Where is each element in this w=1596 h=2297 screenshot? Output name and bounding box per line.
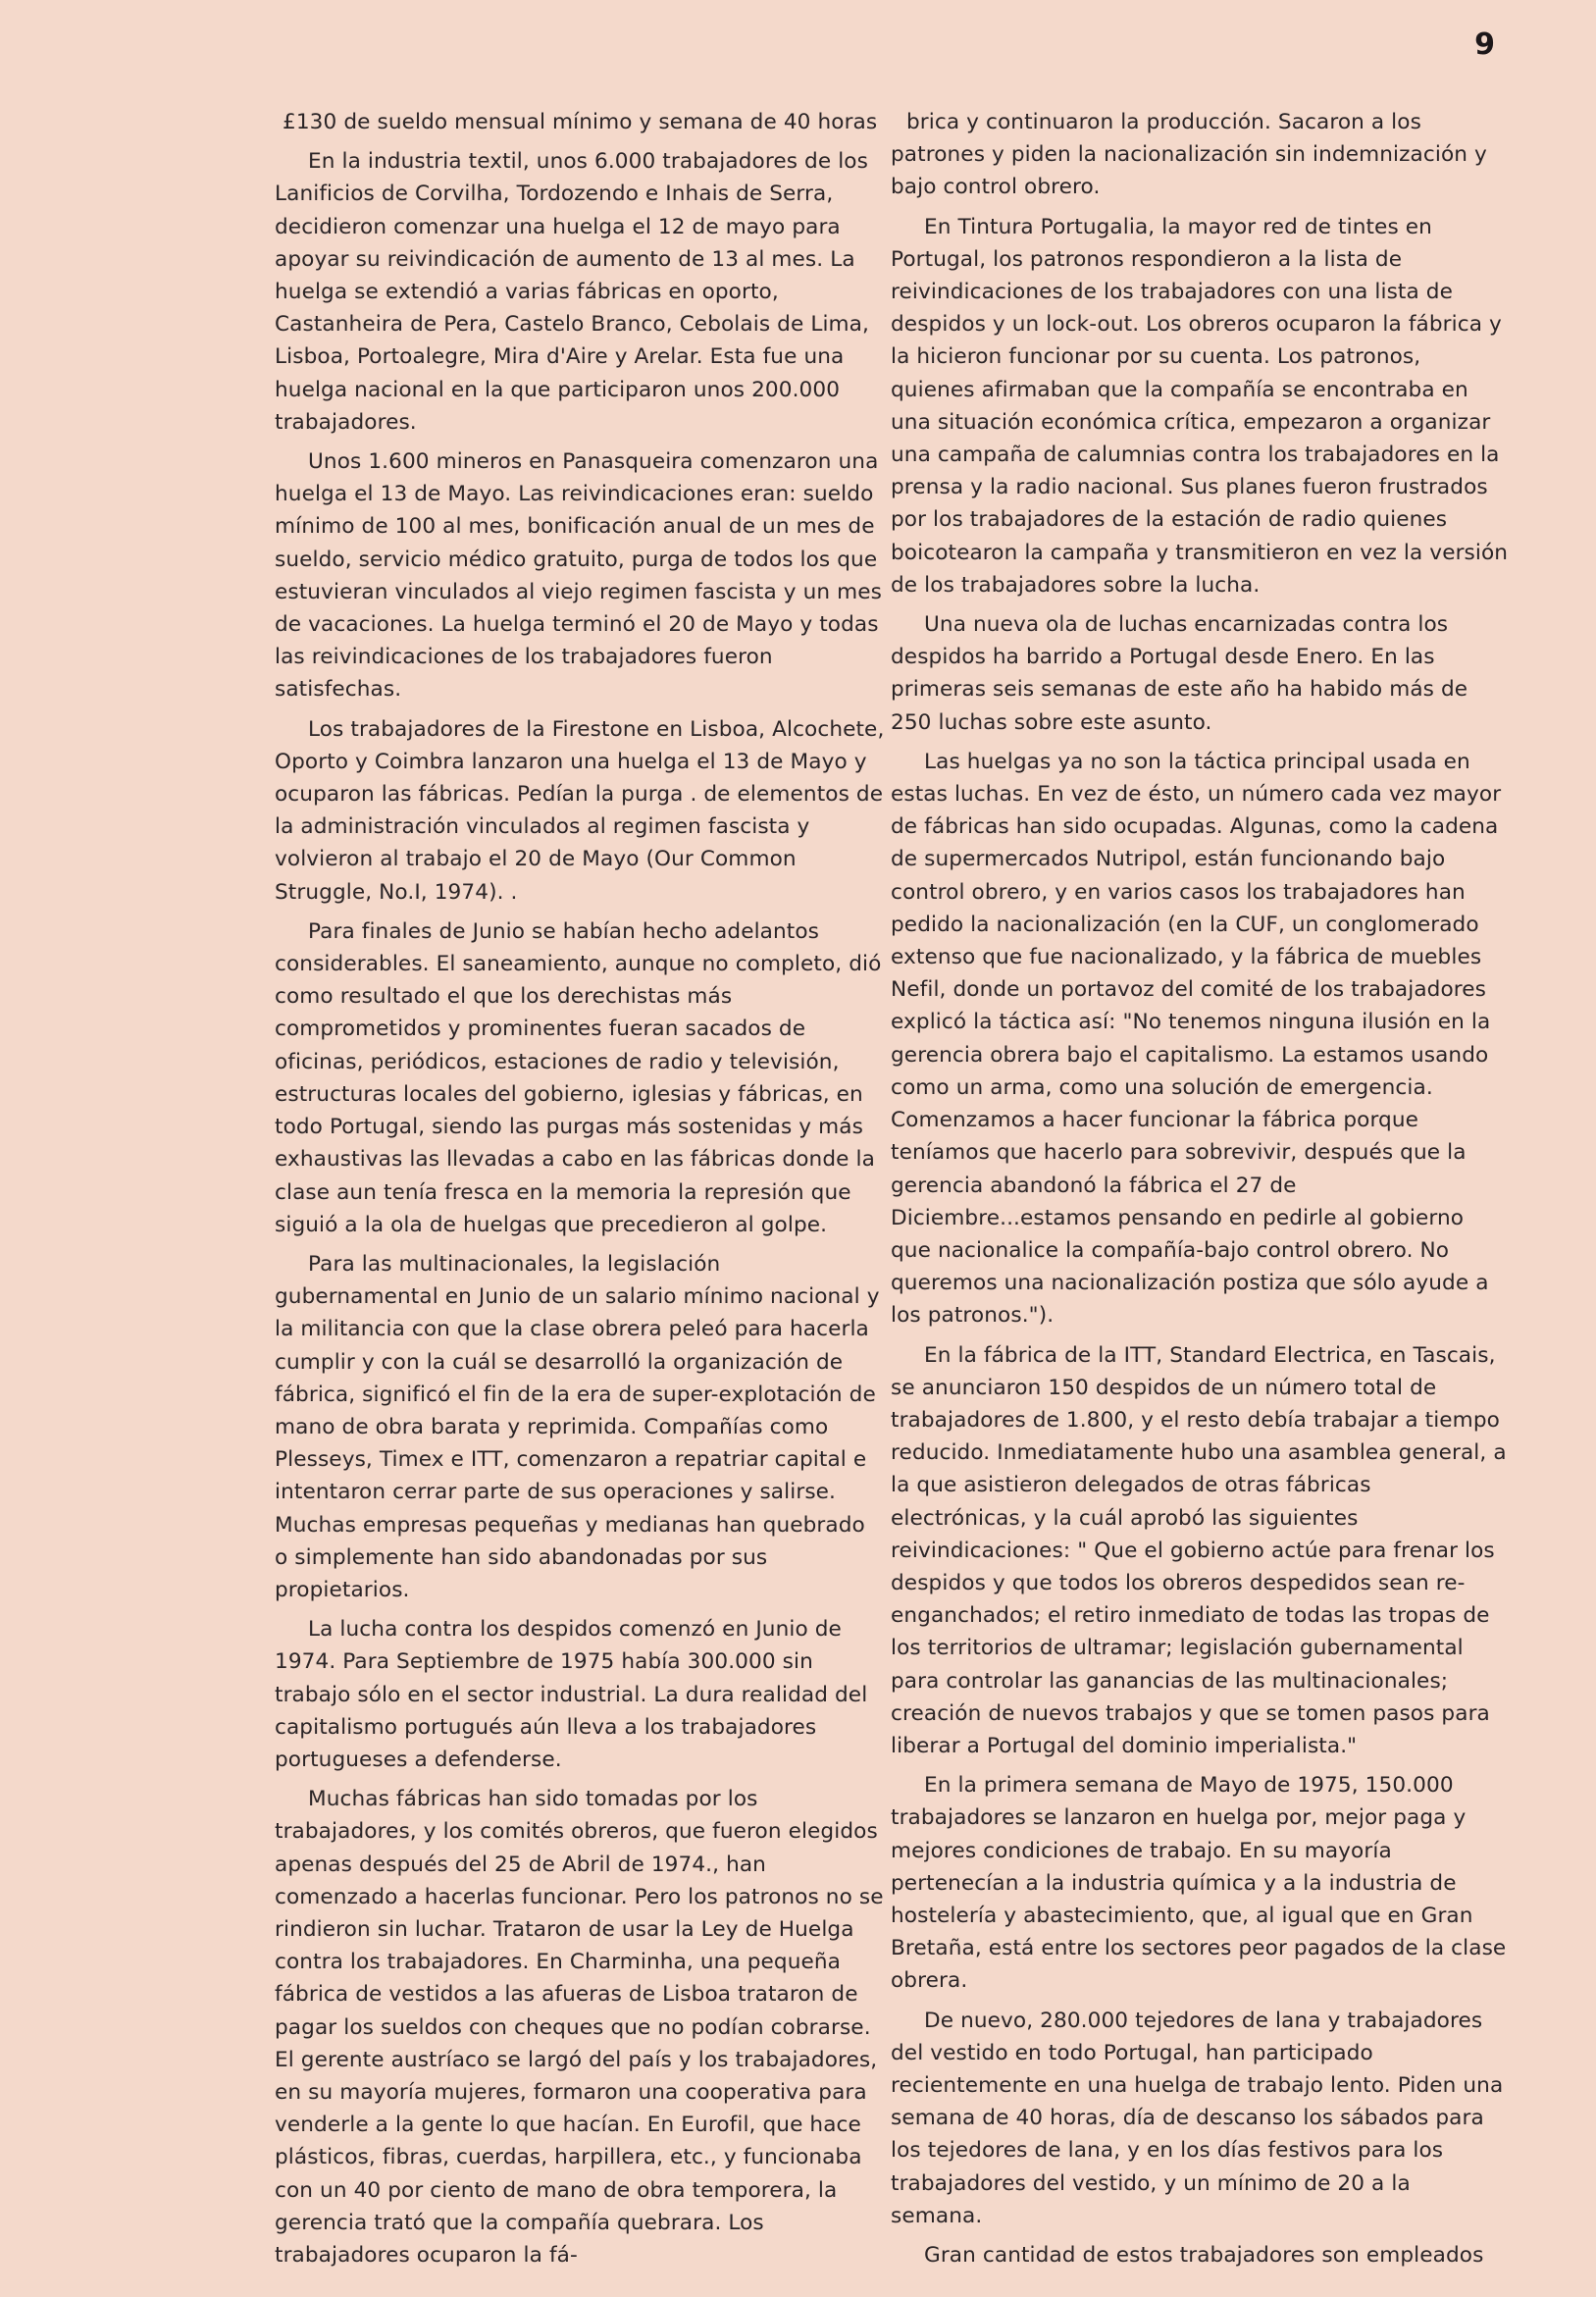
paragraph: En la primera semana de Mayo de 1975, 150.000 trabajadores se lanzaron en huelga por, mejor paga y mejores condiciones de trabajo. En su mayoría pertenecían a la industria química y a la industria de hostelería y abastecimiento, que, al igual que en Gran Bretaña, está entre los sectores peor pagados de la clase obrera.: [891, 1773, 1507, 1994]
right-column: [891, 106, 1509, 2271]
paragraph: Gran cantidad de estos trabajadores son empleados: [924, 2243, 1484, 2268]
paragraph: De nuevo, 280.000 tejedores de lana y trabajadores del vestido en todo Portugal, han participado recientemente en una huelga de trabajo lento. Piden una semana de 40 horas, día de descanso los sábados para los tejedores de lana, y en los días festivos para los trabajadores del vestido, y un mínimo de 20 a la semana.: [891, 2008, 1504, 2228]
paragraph: brica y continuaron la producción. Sacaron a los patrones y piden la nacionalización sin indemnización y bajo control obrero.: [891, 110, 1487, 200]
paragraph: Para finales de Junio se habían hecho adelantos considerables. El saneamiento, aunque no completo, dió como resultado el que los derechistas más comprometidos y prominentes fueran sacados de oficinas, periódicos, estaciones de radio y televisión, estructuras locales del gobierno, iglesias y fábricas, en todo Portugal, siendo las purgas más sostenidas y más exhaustivas las llevadas a cabo en las fábricas donde la clase aun tenía fresca en la memoria la represión que siguió a la ola de huelgas que precedieron al golpe.: [275, 918, 882, 1237]
paragraph: Unos 1.600 mineros en Panasqueira comenzaron una huelga el 13 de Mayo. Las reivindicaciones eran: sueldo mínimo de 100 al mes, bonificación anual de un mes de sueldo, servicio médico gratuito, purga de todos los que estuvieran vinculados al viejo regimen fascista y un mes de vacaciones. La huelga terminó el 20 de Mayo y todas las reivindicaciones de los trabajadores fueron satisfechas.: [275, 449, 883, 703]
paragraph: En la industria textil, unos 6.000 trabajadores de los Lanificios de Corvilha, Tordozendo e Inhais de Serra, decidieron comenzar una huelga el 12 de mayo para apoyar su reivindicación de aumento de 13 al mes. La huelga se extendió a varias fábricas en oporto, Castanheira de Pera, Castelo Branco, Cebolais de Lima, Lisboa, Portoalegre, Mira d'Aire y Arelar. Esta fue una huelga nacional en la que participaron unos 200.000 trabajadores.: [275, 149, 869, 435]
paragraph: Una nueva ola de luchas encarnizadas contra los despidos ha barrido a Portugal desde Enero. En las primeras seis semanas de este año ha habido más de 250 luchas sobre este asunto.: [891, 612, 1468, 735]
paragraph: Los trabajadores de la Firestone en Lisboa, Alcochete, Oporto y Coimbra lanzaron una huelga el 13 de Mayo y ocuparon las fábricas. Pedían la purga . de elementos de la administración vinculados al regimen fascista y volvieron al trabajo el 20 de Mayo (Our Common Struggle, No.I, 1974). .: [275, 716, 885, 905]
paragraph: La lucha contra los despidos comenzó en Junio de 1974. Para Septiembre de 1975 había 300.000 sin trabajo sólo en el sector industrial. La dura realidad del capitalismo portugués aún lleva a los trabajadores portugueses a defenderse.: [275, 1617, 868, 1772]
paragraph: Muchas fábricas han sido tomadas por los trabajadores, y los comités obreros, que fueron elegidos apenas después del 25 de Abril de 1974., han comenzado a hacerlas funcionar. Pero los patronos no se rindieron sin luchar. Trataron de usar la Ley de Huelga contra los trabajadores. En Charminha, una pequeña fábrica de vestidos a las afueras de Lisboa trataron de pagar los sueldos con cheques que no podían cobrarse. El gerente austríaco se largó del país y los trabajadores, en su mayoría mujeres, formaron una cooperativa para venderle a la gente lo que hacían. En Eurofil, que hace plásticos, fibras, cuerdas, harpillera, etc., y funcionaba con un 40 por ciento de mano de obra temporera, la gerencia trató que la compañía quebrara. Los trabajadores ocuparon la fá-: [275, 1787, 884, 2268]
page-number: 9: [1474, 27, 1495, 62]
paragraph: Para las multinacionales, la legislación gubernamental en Junio de un salario mínimo nacional y la militancia con que la clase obrera peleó para hacerla cumplir y con la cuál se desarrolló la organización de fábrica, significó el fin de la era de super-explotación de mano de obra barata y reprimida. Compañías como Plesseys, Timex e ITT, comenzaron a repatriar capital e intentaron cerrar parte de sus operaciones y salirse. Muchas empresas pequeñas y medianas han quebrado o simplemente han sido abandonadas por sus propietarios.: [275, 1251, 880, 1602]
paragraph: £130 de sueldo mensual mínimo y semana de 40 horas: [283, 110, 878, 134]
left-column: [275, 106, 885, 2271]
paragraph: En Tintura Portugalia, la mayor red de tintes en Portugal, los patronos respondieron a la lista de reivindicaciones de los trabajadores con una lista de despidos y un lock-out. Los obreros ocuparon la fábrica y la hicieron funcionar por su cuenta. Los patronos, quienes afirmaban que la compañía se encontraba en una situación económica crítica, empezaron a organizar una campaña de calumnias contra los trabajadores en la prensa y la radio nacional. Sus planes fueron frustrados por los trabajadores de la estación de radio quienes boicotearon la campaña y transmitieron en vez la versión de los trabajadores sobre la lucha.: [891, 214, 1509, 598]
paragraph: Las huelgas ya no son la táctica principal usada en estas luchas. En vez de ésto, un número cada vez mayor de fábricas han sido ocupadas. Algunas, como la cadena de supermercados Nutripol, están funcionando bajo control obrero, y en varios casos los trabajadores han pedido la nacionalización (en la CUF, un conglomerado extenso que fue nacionalizado, y la fábrica de muebles Nefil, donde un portavoz del comité de los trabajadores explicó la táctica así: "No tenemos ninguna ilusión en la gerencia obrera bajo el capitalismo. La estamos usando como un arma, como una solución de emergencia. Comenzamos a hacer funcionar la fábrica porque teníamos que hacerlo para sobrevivir, después que la gerencia abandonó la fábrica el 27 de Diciembre...estamos pensando en pedirle al gobierno que nacionalice la compañía-bajo control obrero. No queremos una nacionalización postiza que sólo ayude a los patronos.").: [891, 749, 1502, 1329]
paragraph: En la fábrica de la ITT, Standard Electrica, en Tascais, se anunciaron 150 despidos de un número total de trabajadores de 1.800, y el resto debía trabajar a tiempo reducido. Inmediatamente hubo una asamblea general, a la que asistieron delegados de otras fábricas electrónicas, y la cuál aprobó las siguientes reivindicaciones: " Que el gobierno actúe para frenar los despidos y que todos los obreros despedidos sean re-enganchados; el retiro inmediato de todas las tropas de los territorios de ultramar; legislación gubernamental para controlar las ganancias de las multinacionales; creación de nuevos trabajos y que se tomen pasos para liberar a Portugal del dominio imperialista.": [891, 1342, 1507, 1758]
